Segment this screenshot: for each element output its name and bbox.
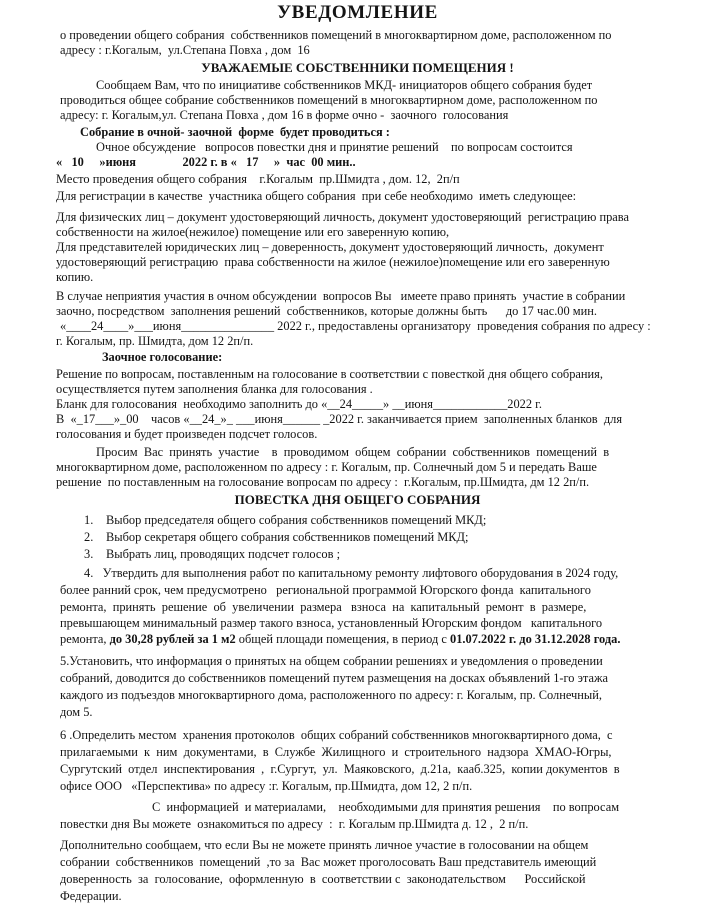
zaochno-heading: Заочное голосование: — [102, 350, 223, 364]
additional-line: Федерации. — [60, 889, 122, 903]
announce-line: Сообщаем Вам, что по инициативе собственников МКД- инициаторов общего собрания будет — [96, 78, 593, 92]
notice-title: УВЕДОМЛЕНИЕ — [277, 2, 438, 23]
agenda-item — [84, 530, 468, 545]
announce-line: адресу: г. Когалым,ул. Степана Повха , дом 16 в форме очно - заочного голосования — [60, 108, 509, 122]
announce-line: проводиться общее собрание собственников помещений в многоквартирном доме, расположенном по — [60, 93, 598, 107]
absence-line: В случае неприятия участия в очном обсуждении вопросов Вы имеете право принять участие в собрании — [56, 289, 626, 303]
agenda-item-number: 1. — [84, 513, 94, 527]
legal-entities-line: удостоверяющий регистрацию права собственности на жилое (нежилое)помещение или его заверенную — [56, 255, 610, 269]
agenda-item-5-line: 5.Установить, что информация о принятых на общем собрании решениях и уведомления о проведении — [60, 654, 603, 668]
agenda-item-5-line: каждого из подъездов многоквартирного дома, расположенного по адресу: г. Когалым, пр. Солнечный, — [60, 688, 602, 702]
zaochno-line: голосования и будет произведен подсчет голосов. — [56, 427, 318, 441]
absence-line: заочно, посредством заполнения решений собственников, которые должны быть до 17 час.00 мин. — [56, 304, 597, 318]
zaochno-line: В «_17___»_00 часов «__24_»_ ___июня______ _2022 г. заканчивается прием заполненных бланков для — [56, 412, 623, 426]
meeting-place-line: Место проведения общего собрания г.Когалым пр.Шмидта , дом. 12, 2п/п — [56, 172, 460, 186]
additional-line: собрании собственников помещений ,то за Вас может проголосовать Ваш представитель имеющий — [60, 855, 597, 869]
request-line: Просим Вас принять участие в проводимом общем собрании собственников помещений в — [96, 445, 610, 459]
item4-text: общей площади помещения, в период с — [235, 632, 451, 646]
legal-entities-line: Для представителей юридических лиц – доверенность, документ удостоверяющий личность, документ — [56, 240, 604, 254]
info-line: повестки дня Вы можете ознакомиться по адресу : г. Когалым пр.Шмидта д. 12 , 2 п/п. — [60, 817, 529, 831]
agenda-heading: ПОВЕСТКА ДНЯ ОБЩЕГО СОБРАНИЯ — [234, 492, 481, 507]
form-heading: Собрание в очной- заочной форме будет проводиться : — [80, 125, 390, 139]
greeting-heading: УВАЖАЕМЫЕ СОБСТВЕННИКИ ПОМЕЩЕНИЯ ! — [201, 60, 514, 75]
intro-line: о проведении общего собрания собственников помещений в многоквартирном доме, расположенном по — [60, 28, 612, 42]
legal-entities-line: копию. — [56, 270, 94, 284]
agenda-item-4-line: 4. Утвердить для выполнения работ по капитальному ремонту лифтового оборудования в 2024 году, — [84, 566, 619, 580]
agenda-item-4-last-line — [60, 632, 620, 647]
agenda-item-6-line: 6 .Определить местом хранения протоколов общих собраний собственников многоквартирного дома, с — [60, 728, 613, 742]
additional-line: доверенность за голосование, оформленную в соответствии с законодательством Российской — [60, 872, 586, 886]
info-line: С информацией и материалами, необходимыми для принятия решения по вопросам — [152, 800, 620, 814]
agenda-item-text: Выбор секретаря общего собрания собственников помещений МКД; — [106, 530, 469, 544]
registration-line: Для регистрации в качестве участника общего собрания при себе необходимо иметь следующее: — [56, 189, 577, 203]
zaochno-line: Бланк для голосования необходимо заполнить до «__24_____» __июня____________2022 г. — [56, 397, 542, 411]
agenda-item — [84, 513, 486, 528]
meeting-date-line: « 10 »июня 2022 г. в « 17 » час 00 мин.. — [56, 155, 356, 169]
agenda-item-number: 3. — [84, 547, 94, 561]
agenda-item-5-line: дом 5. — [60, 705, 93, 719]
zaochno-line: осуществляется путем заполнения бланка для голосования . — [56, 382, 373, 396]
zaochno-line: Решение по вопросам, поставленным на голосование в соответствии с повесткой дня общего собрания, — [56, 367, 603, 381]
agenda-item-4-line: более ранний срок, чем предусмотрено региональной программой Югорского фонда капитального — [60, 583, 591, 597]
agenda-item-6-line: Сургутский отдел инспектирования , г.Сургут, ул. Маяковского, д.21а, кааб.325, копии документов в — [60, 762, 620, 776]
contribution-period: 01.07.2022 г. до 31.12.2028 года. — [450, 632, 621, 646]
absence-line: г. Когалым, пр. Шмидта, дом 12 2п/п. — [56, 334, 254, 348]
agenda-item-text: Выбрать лиц, проводящих подсчет голосов ; — [106, 547, 341, 561]
individuals-line: собственности на жилое(нежилое) помещение или его заверенную копию, — [56, 225, 450, 239]
item4-text: ремонта, — [60, 632, 110, 646]
agenda-item-4-line: ремонта, принять решение об увеличении размера взноса на капитальный ремонт в размере, — [60, 600, 587, 614]
agenda-item-4-line: превышающем минимальный размер такого взноса, установленный Югорским фондом капитального — [60, 616, 603, 630]
additional-line: Дополнительно сообщаем, что если Вы не можете принять личное участие в голосовании на общем — [60, 838, 589, 852]
absence-line: «____24____»___июня_______________ 2022 г., предоставлены организатору проведения собрания по адресу : — [60, 319, 651, 333]
individuals-line: Для физических лиц – документ удостоверяющий личность, документ удостоверяющий регистрацию права — [56, 210, 629, 224]
agenda-item-text: Выбор председателя общего собрания собственников помещений МКД; — [106, 513, 487, 527]
contribution-amount: до 30,28 рублей за 1 м2 — [109, 632, 236, 646]
request-line: многоквартирном доме, расположенном по адресу : г. Когалым, пр. Солнечный дом 5 и передать Ваше — [56, 460, 597, 474]
request-line: решение по поставленным на голосование вопросам по адресу : г.Когалым, пр.Шмидта, дм 12 2п/п. — [56, 475, 590, 489]
agenda-item-number: 2. — [84, 530, 94, 544]
agenda-item-6-line: прилагаемыми к ним документами, в Службе Жилищного и строительного надзора ХМАО-Югры, — [60, 745, 612, 759]
agenda-item-6-line: офисе ООО «Перспектива» по адресу :г. Когалым, пр.Шмидта, дом 12, 2 п/п. — [60, 779, 473, 793]
agenda-item — [84, 547, 340, 562]
intro-line: адресу : г.Когалым, ул.Степана Повха , дом 16 — [60, 43, 310, 57]
ochno-line: Очное обсуждение вопросов повестки дня и принятие решений по вопросам состоится — [96, 140, 573, 154]
agenda-item-5-line: собраний, доводится до собственников помещений путем размещения на досках объявлений 1-го этажа — [60, 671, 609, 685]
